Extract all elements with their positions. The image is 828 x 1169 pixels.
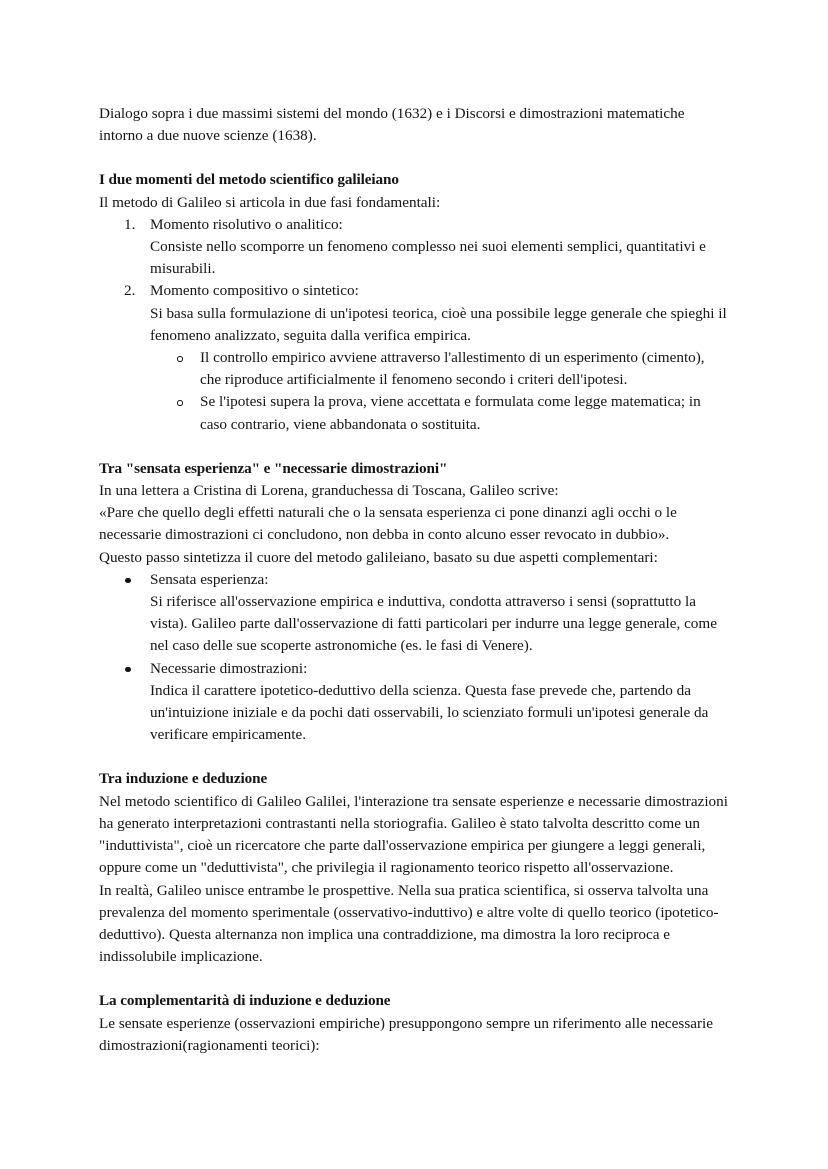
spacer [99, 746, 728, 768]
section-heading-complementarita: La complementarità di induzione e deduzione [99, 992, 391, 1010]
quotation-galileo: «Pare che quello degli effetti naturali che o la sensata esperienza ci pone dinanzi agli occhi o le necessarie dimostrazioni ci concludono, non debba in conto alcuno esser revocato in dubbio». [99, 504, 677, 544]
list-item-title: Momento compositivo o sintetico: [150, 282, 359, 300]
spacer [99, 968, 728, 990]
list-marker-number: 2. [124, 282, 136, 300]
bullet-disc-icon [125, 578, 131, 584]
list-item-text: Se l'ipotesi supera la prova, viene accettata e formulata come legge matematica; in caso contrario, viene abbandonata o sostituita. [200, 393, 701, 433]
list-item [150, 347, 728, 391]
list-item-body: Si basa sulla formulazione di un'ipotesi teorica, cioè una possibile legge generale che spieghi il fenomeno analizzato, seguita dalla verifica empirica. [150, 304, 727, 344]
section-heading-metodo-scientifico: I due momenti del metodo scientifico galileiano [99, 171, 399, 189]
list-item-title: Sensata esperienza: [150, 570, 269, 588]
list-item [99, 214, 728, 281]
numbered-list-momenti [99, 214, 728, 436]
bullet-circle-icon [177, 400, 183, 406]
section-heading-induzione-deduzione: Tra induzione e deduzione [99, 770, 268, 788]
list-item-title: Necessarie dimostrazioni: [150, 659, 308, 677]
document-content [99, 103, 728, 1057]
list-item-title: Momento risolutivo o analitico: [150, 215, 343, 233]
section-paragraph: In realtà, Galileo unisce entrambe le prospettive. Nella sua pratica scientifica, si osserva talvolta una prevalenza del momento sperimentale (osservativo-induttivo) e altre volte di quello teorico (ipotetico-deduttivo). Questa alternanza non implica una contraddizione, ma dimostra la loro reciproca e indissolubile implicazione. [99, 881, 719, 966]
bullet-circle-icon [177, 356, 183, 362]
section-paragraph: Nel metodo scientifico di Galileo Galilei, l'interazione tra sensate esperienze e necessarie dimostrazioni ha generato interpretazioni contrastanti nella storiografia. Galileo è stato talvolta descritto come un "induttivista", cioè un ricercatore che parte dall'osservazione empirica per giungere a leggi generali, oppure come un "deduttivista", che privilegia il ragionamento teorico rispetto all'osservazione. [99, 792, 728, 877]
intro-paragraph: Dialogo sopra i due massimi sistemi del mondo (1632) e i Discorsi e dimostrazioni matematiche intorno a due nuove scienze (1638). [99, 105, 685, 145]
nested-list-controllo-empirico [150, 347, 728, 436]
list-item-text: Il controllo empirico avviene attraverso l'allestimento di un esperimento (cimento), che riproduce artificialmente il fenomeno secondo i criteri dell'ipotesi. [200, 349, 705, 389]
list-item [99, 280, 728, 435]
list-item-body: Consiste nello scomporre un fenomeno complesso nei suoi elementi semplici, quantitativi e misurabili. [150, 238, 706, 278]
bullet-disc-icon [125, 667, 131, 673]
quotation-commentary: Questo passo sintetizza il cuore del metodo galileiano, basato su due aspetti complementari: [99, 548, 658, 566]
spacer [99, 147, 728, 169]
list-item-body: Indica il carattere ipotetico-deduttivo della scienza. Questa fase prevede che, partendo da un'intuizione iniziale e da pochi dati osservabili, lo scienziato formuli un'ipotesi generale da verificare empiricamente. [150, 681, 709, 744]
section-paragraph: Le sensate esperienze (osservazioni empiriche) presuppongono sempre un riferimento alle necessarie dimostrazioni(ragionamenti teorici): [99, 1014, 713, 1054]
section-lead-metodo-scientifico: Il metodo di Galileo si articola in due fasi fondamentali: [99, 193, 441, 211]
bullet-list-aspetti [99, 569, 728, 747]
list-item [99, 569, 728, 658]
section-lead-sensata-esperienza: In una lettera a Cristina di Lorena, granduchessa di Toscana, Galileo scrive: [99, 482, 559, 500]
spacer [99, 436, 728, 458]
list-item [99, 658, 728, 747]
list-item [150, 391, 728, 435]
list-marker-number: 1. [124, 215, 136, 233]
section-heading-sensata-esperienza: Tra "sensata esperienza" e "necessarie dimostrazioni" [99, 459, 448, 477]
list-item-body: Si riferisce all'osservazione empirica e induttiva, condotta attraverso i sensi (soprattutto la vista). Galileo parte dall'osservazione di fatti particolari per indurre una legge generale, come nel caso delle sue scoperte astronomiche (es. le fasi di Venere). [150, 593, 717, 655]
